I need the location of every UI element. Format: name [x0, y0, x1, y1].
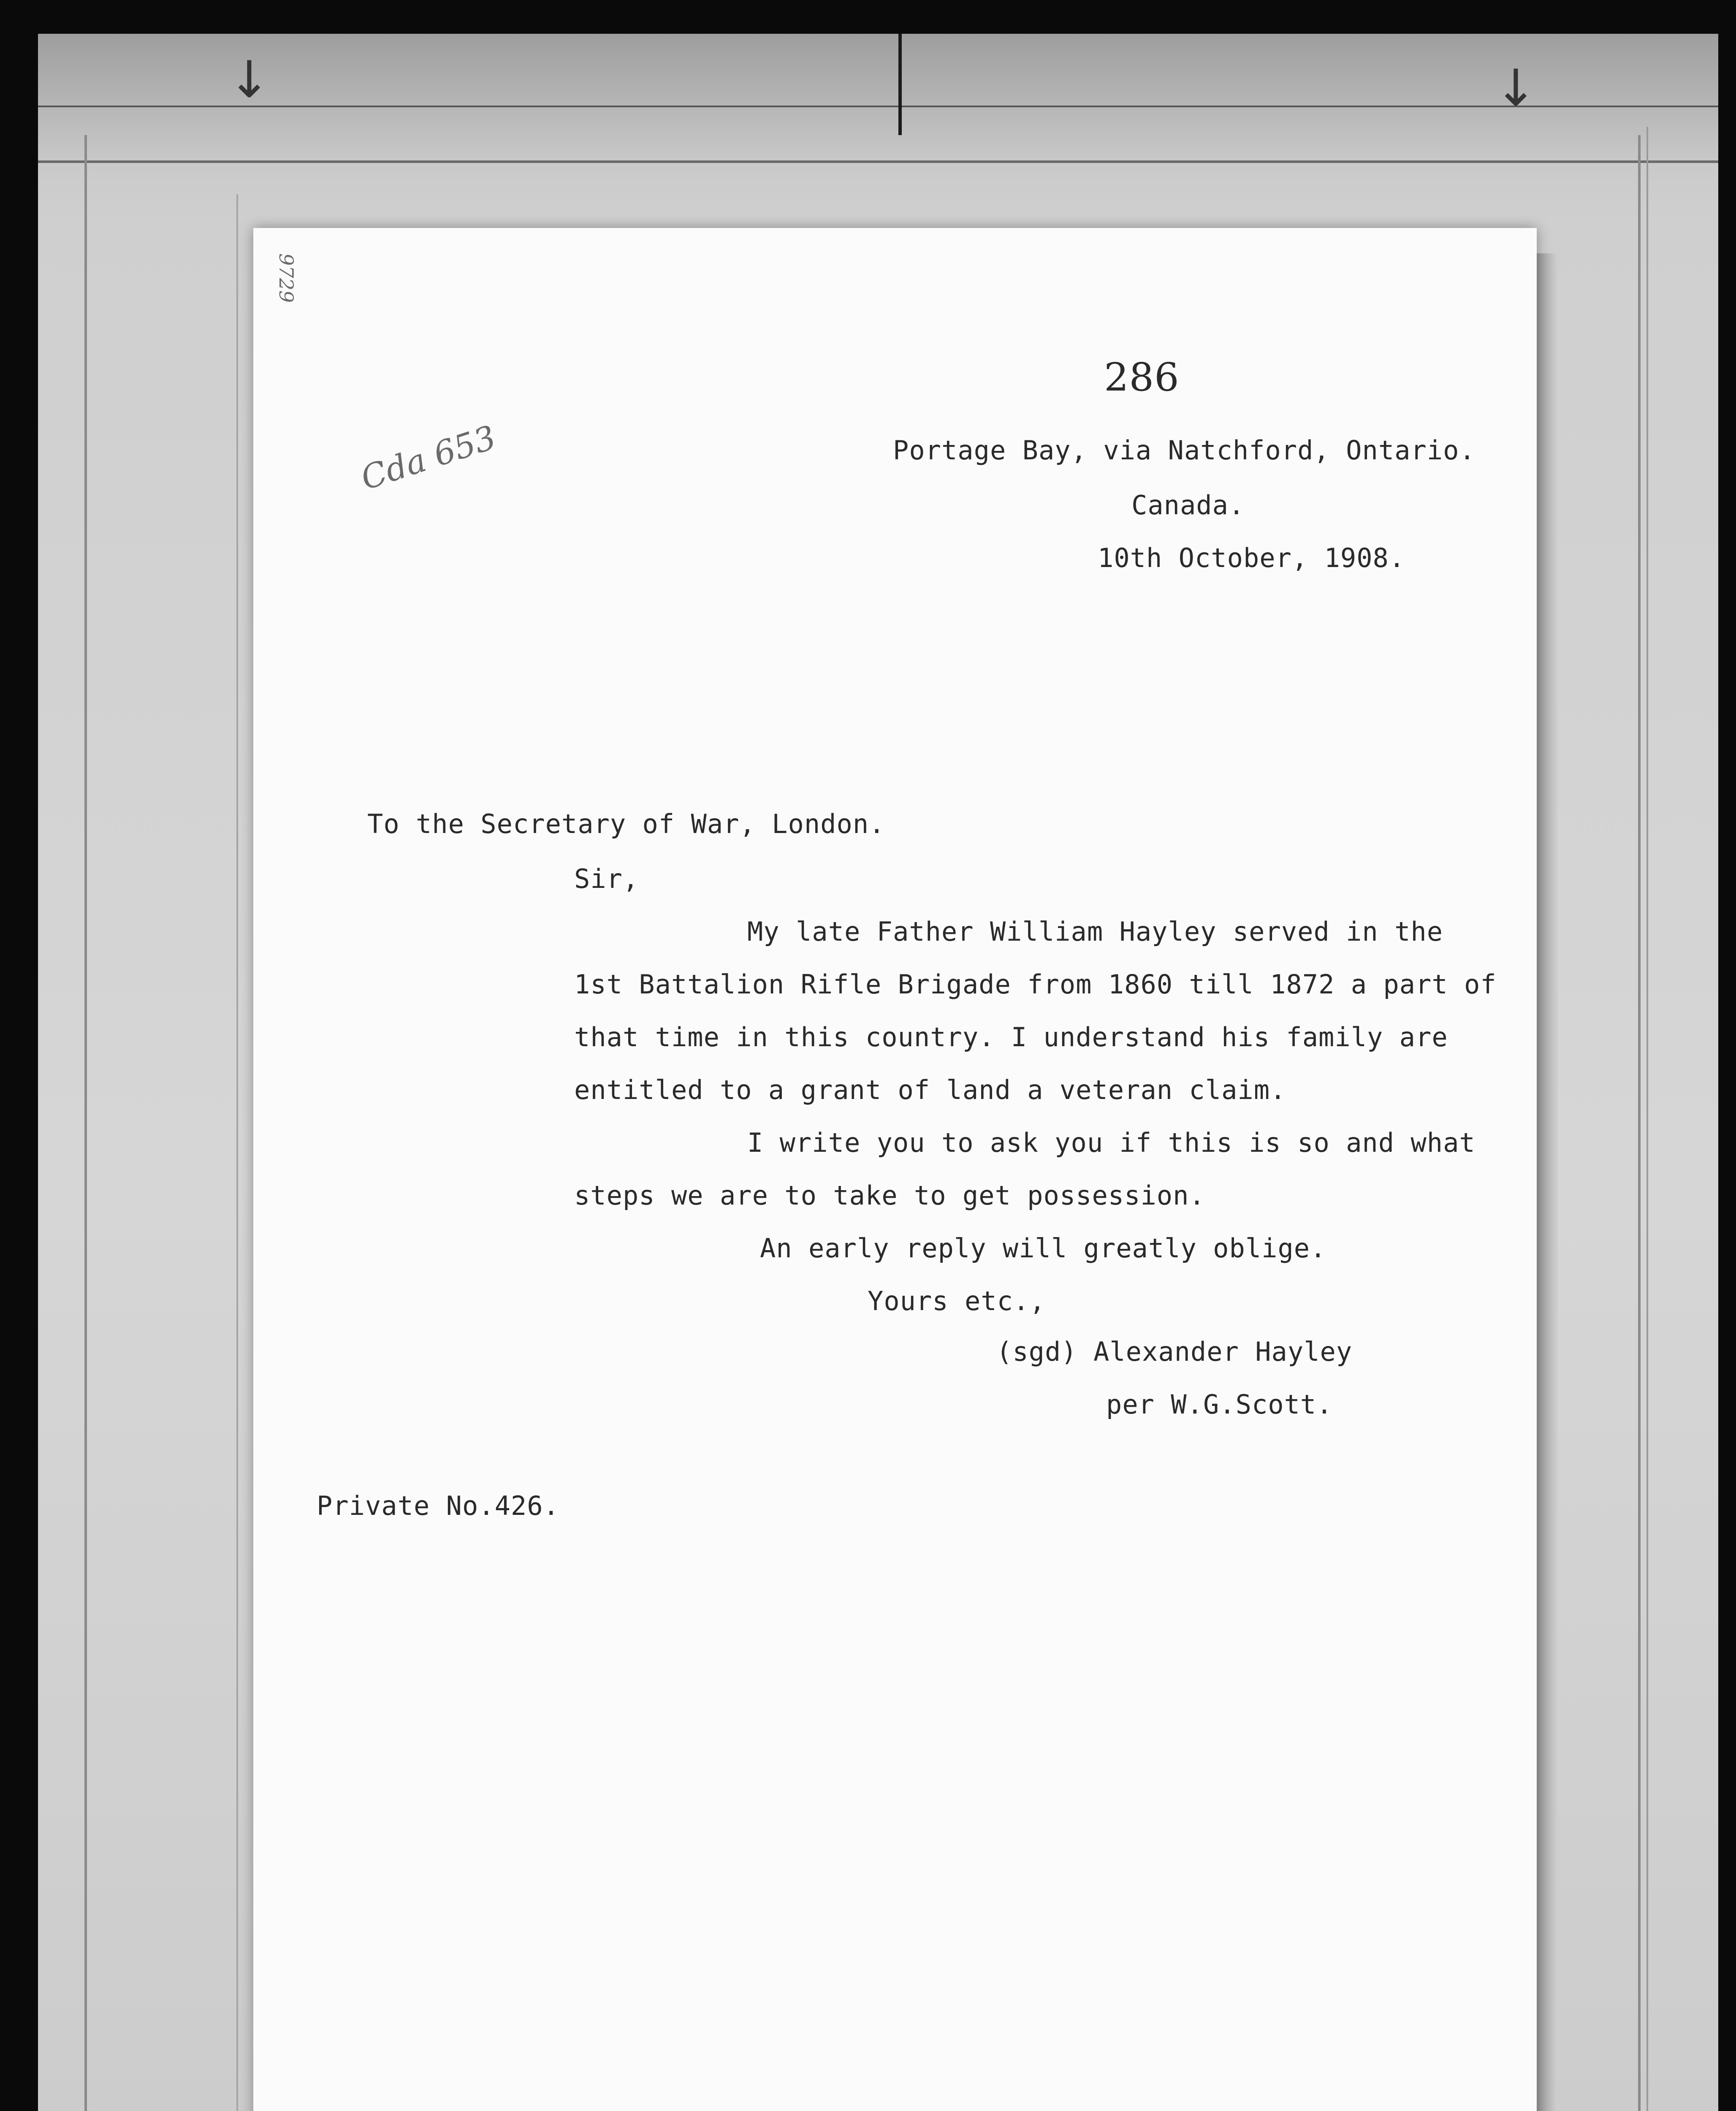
- salutation: Sir,: [574, 863, 639, 894]
- recipient: To the Secretary of War, London.: [367, 809, 885, 839]
- letter-date: 10th October, 1908.: [1098, 543, 1405, 573]
- letter-page: [253, 228, 1537, 2111]
- signature-per: per W.G.Scott.: [1106, 1389, 1333, 1420]
- body-line: 1st Battalion Rifle Brigade from 1860 till 1872 a part of: [574, 969, 1497, 1000]
- closing: Yours etc.,: [868, 1286, 1046, 1316]
- strip-rule: [38, 106, 1718, 107]
- frame-line: [84, 135, 87, 2111]
- frame-line: [1646, 127, 1648, 2111]
- handwritten-margin-number: 9729: [275, 253, 298, 303]
- body-line: steps we are to take to get possession.: [574, 1180, 1205, 1211]
- down-arrow-icon: ↓: [228, 51, 271, 109]
- strip-divider: [898, 34, 902, 135]
- body-line: entitled to a grant of land a veteran claim.: [574, 1074, 1286, 1105]
- paper-edge: [1537, 253, 1558, 2111]
- body-line: that time in this country. I understand his family are: [574, 1022, 1448, 1053]
- signature: (sgd) Alexander Hayley: [996, 1336, 1353, 1367]
- address-line-2: Canada.: [1131, 490, 1245, 521]
- reference-number: Private No.426.: [317, 1490, 559, 1521]
- body-line: I write you to ask you if this is so and what: [747, 1127, 1476, 1158]
- frame-line: [1638, 135, 1641, 2111]
- handwritten-code: Cda 653: [356, 418, 501, 498]
- down-arrow-icon: ↓: [1495, 59, 1537, 118]
- film-header-strip: [38, 34, 1718, 163]
- address-line-1: Portage Bay, via Natchford, Ontario.: [893, 435, 1476, 466]
- frame-line: [236, 194, 238, 2111]
- body-line: An early reply will greatly oblige.: [760, 1233, 1326, 1264]
- page-number: 286: [1104, 355, 1180, 400]
- body-line: My late Father William Hayley served in the: [747, 916, 1443, 947]
